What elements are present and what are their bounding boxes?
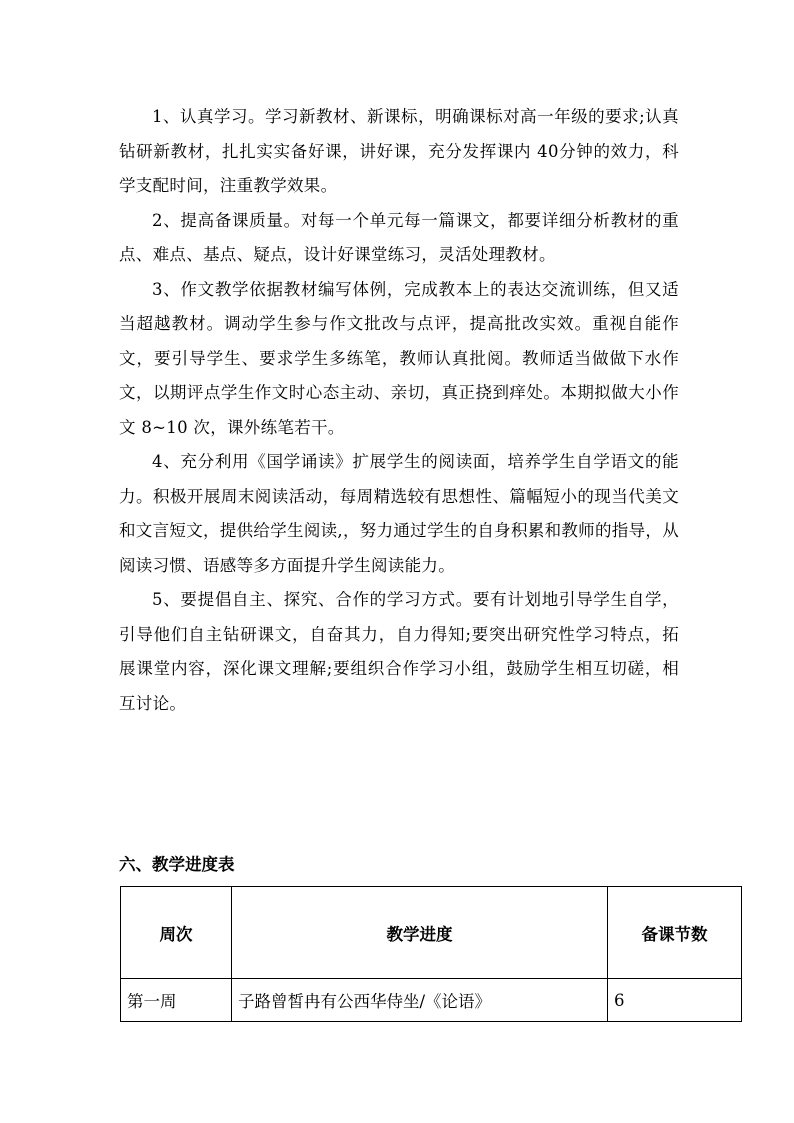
header-lessons: 备课节数 — [608, 887, 742, 979]
paragraph-1: 1、认真学习。学习新教材、新课标，明确课标对高一年级的要求;认真钻研新教材，扎扎实实备好课，讲好课，充分发挥课内 40分钟的效力，科学支配时间，注重教学效果。 — [119, 107, 679, 195]
header-progress: 教学进度 — [232, 887, 608, 979]
cell-week: 第一周 — [121, 979, 232, 1022]
section-heading: 六、教学进度表 — [119, 855, 235, 874]
schedule-table — [120, 886, 742, 1022]
paragraph-3: 3、作文教学依据教材编写体例，完成教本上的表达交流训练，但又适当超越教材。调动学生参与作文批改与点评，提高批改实效。重视自能作文，要引导学生、要求学生多练笔，教师认真批阅。教师适当做做下水作文，以期评点学生作文时心态主动、亲切，真正挠到痒处。本期拟做大小作文 8~10 次，课外练笔若干。 — [119, 279, 679, 437]
header-week: 周次 — [121, 887, 232, 979]
table-row — [121, 979, 742, 1022]
paragraph-4: 4、充分利用《国学诵读》扩展学生的阅读面，培养学生自学语文的能力。积极开展周末阅读活动，每周精选较有思想性、篇幅短小的现当代美文和文言短文，提供给学生阅读,，努力通过学生的自身积累和教师的指导，从阅读习惯、语感等多方面提升学生阅读能力。 — [119, 452, 679, 575]
table-header-row — [121, 887, 742, 979]
cell-lessons: 6 — [608, 979, 742, 1022]
paragraph-2: 2、提高备课质量。对每一个单元每一篇课文，都要详细分析教材的重点、难点、基点、疑点，设计好课堂练习，灵活处理教材。 — [119, 210, 679, 264]
body-text — [119, 100, 679, 721]
cell-progress: 子路曾皙冉有公西华侍坐/《论语》 — [232, 979, 608, 1022]
paragraph-5: 5、要提倡自主、探究、合作的学习方式。要有计划地引导学生自学，引导他们自主钻研课文，自奋其力，自力得知;要突出研究性学习特点，拓展课堂内容，深化课文理解;要组织合作学习小组，鼓励学生相互切磋，相互讨论。 — [119, 590, 679, 713]
